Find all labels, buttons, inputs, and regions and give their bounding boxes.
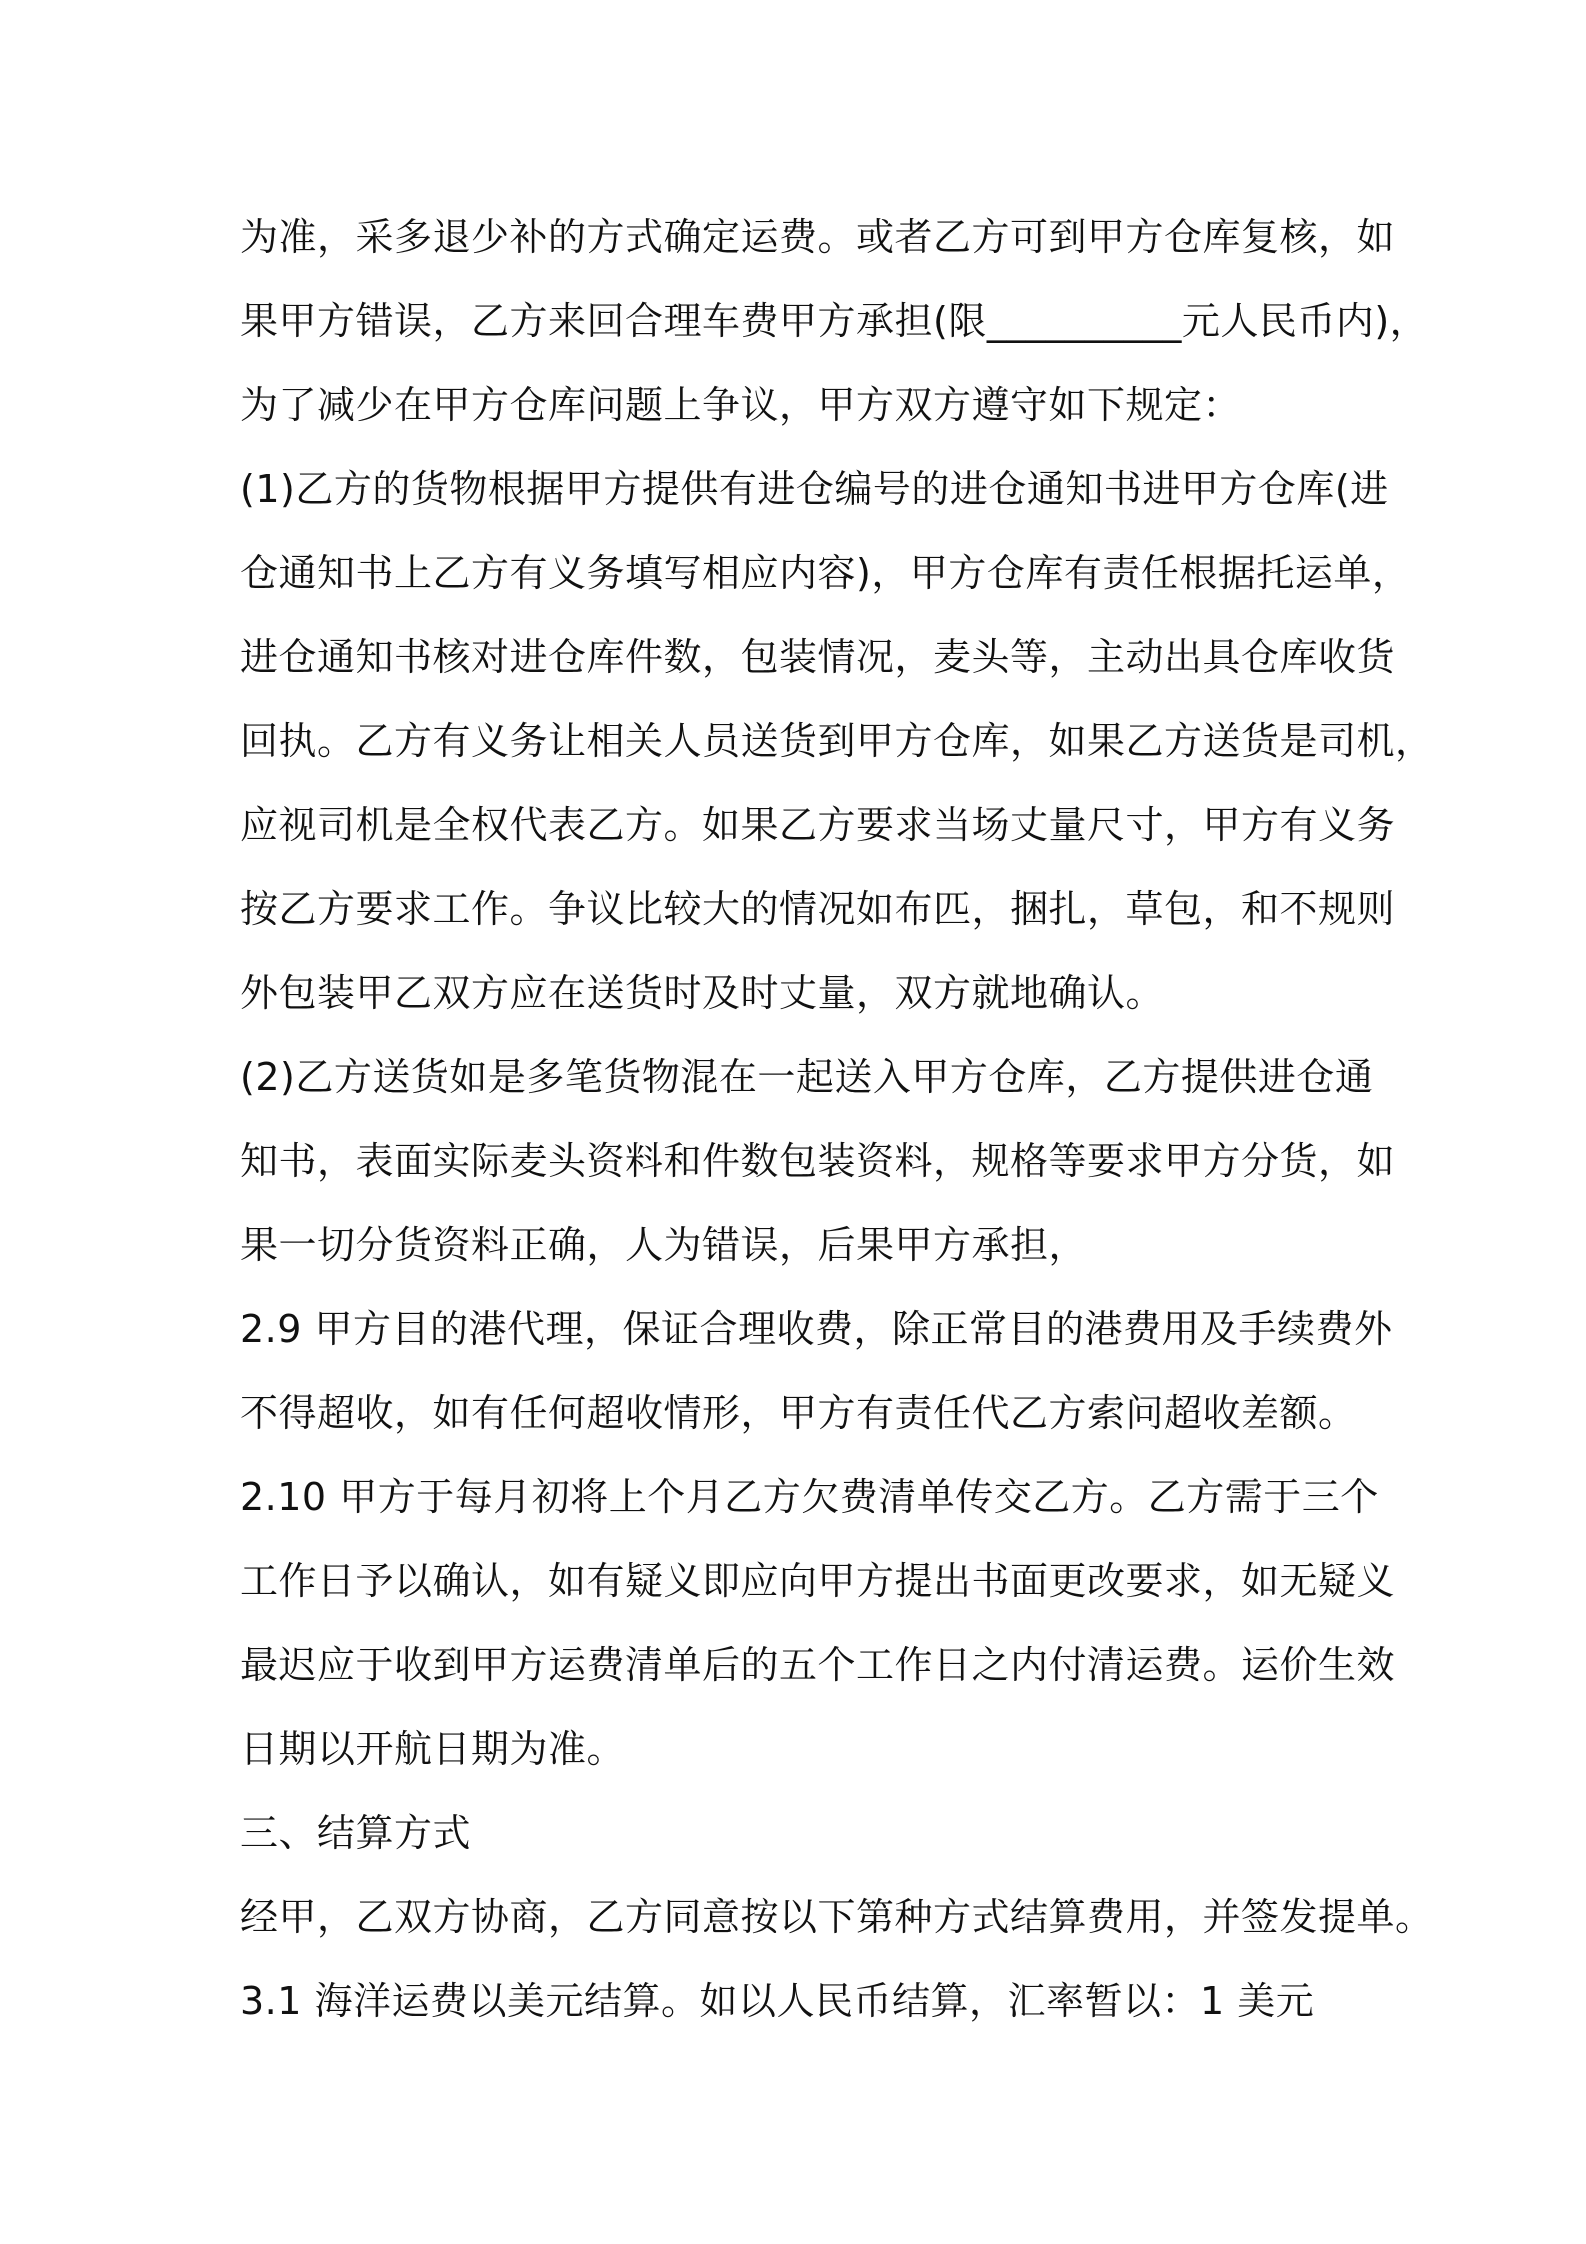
text-line: 果甲方错误，乙方来回合理车费甲方承担(限__________元人民币内)，: [240, 299, 1429, 343]
text-line: (1)乙方的货物根据甲方提供有进仓编号的进仓通知书进甲方仓库(进: [240, 467, 1389, 511]
text-line: (2)乙方送货如是多笔货物混在一起送入甲方仓库，乙方提供进仓通: [240, 1055, 1374, 1099]
text-line: 外包装甲乙双方应在送货时及时丈量，双方就地确认。: [240, 971, 1165, 1015]
text-line: 日期以开航日期为准。: [240, 1727, 626, 1771]
text-line: 为了减少在甲方仓库问题上争议，甲方双方遵守如下规定：: [240, 383, 1242, 427]
clause-2-9-line: 2.9 甲方目的港代理，保证合理收费，除正常目的港费用及手续费外: [240, 1307, 1393, 1351]
text-line: 为准，采多退少补的方式确定运费。或者乙方可到甲方仓库复核，如: [240, 215, 1396, 259]
text-line: 工作日予以确认，如有疑义即应向甲方提出书面更改要求，如无疑义: [240, 1559, 1396, 1603]
text-line: 进仓通知书核对进仓库件数，包装情况，麦头等，主动出具仓库收货: [240, 635, 1396, 679]
text-line: 不得超收，如有任何超收情形，甲方有责任代乙方索问超收差额。: [240, 1391, 1357, 1435]
text-line: 知书，表面实际麦头资料和件数包装资料，规格等要求甲方分货，如: [240, 1139, 1396, 1183]
text-line: 回执。乙方有义务让相关人员送货到甲方仓库，如果乙方送货是司机，: [240, 719, 1434, 763]
text-line: 按乙方要求工作。争议比较大的情况如布匹，捆扎，草包，和不规则: [240, 887, 1396, 931]
text-line: 应视司机是全权代表乙方。如果乙方要求当场丈量尺寸，甲方有义务: [240, 803, 1396, 847]
text-line: 仓通知书上乙方有义务填写相应内容)，甲方仓库有责任根据托运单，: [240, 551, 1411, 595]
contract-text-body: [240, 195, 1434, 2043]
text-line: 最迟应于收到甲方运费清单后的五个工作日之内付清运费。运价生效: [240, 1643, 1396, 1687]
section-heading: 三、结算方式: [240, 1811, 472, 1855]
text-line: 经甲，乙双方协商，乙方同意按以下第种方式结算费用，并签发提单。: [240, 1895, 1434, 1939]
clause-2-10-line: 2.10 甲方于每月初将上个月乙方欠费清单传交乙方。乙方需于三个: [240, 1475, 1379, 1519]
clause-3-1-line: 3.1 海洋运费以美元结算。如以人民币结算，汇率暂以：1 美元: [240, 1979, 1315, 2023]
text-line: 果一切分货资料正确，人为错误，后果甲方承担，: [240, 1223, 1088, 1267]
